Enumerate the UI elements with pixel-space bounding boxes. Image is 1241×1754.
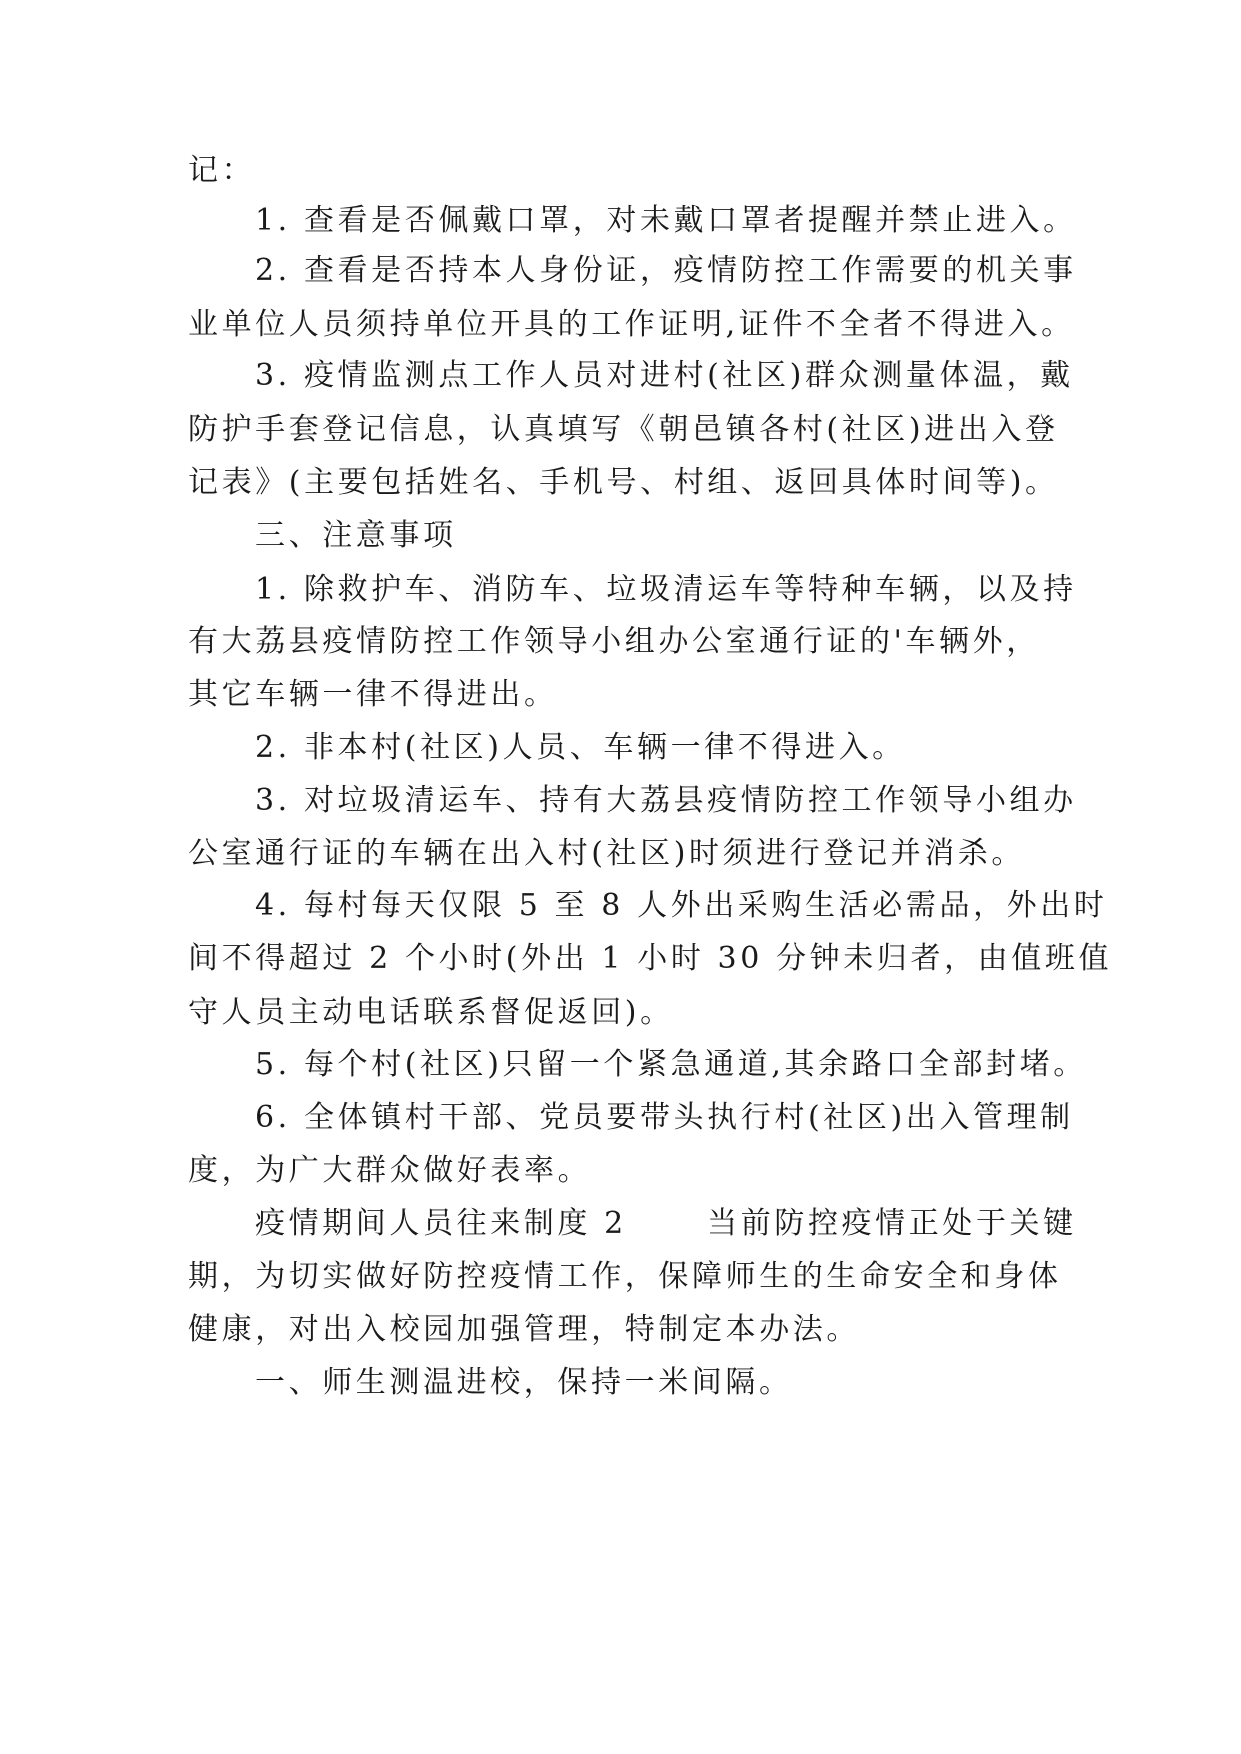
section-heading: 一、师生测温进校，保持一米间隔。: [255, 1365, 793, 1400]
text-line: 1. 除救护车、消防车、垃圾清运车等特种车辆，以及持: [255, 572, 1077, 607]
text-line: 业单位人员须持单位开具的工作证明,证件不全者不得进入。: [188, 307, 1075, 342]
section-heading: 三、注意事项: [255, 518, 457, 553]
text-line: 3. 对垃圾清运车、持有大荔县疫情防控工作领导小组办: [255, 783, 1077, 818]
text-line: 疫情期间人员往来制度 2 当前防控疫情正处于关键: [255, 1206, 1077, 1241]
text-line: 4. 每村每天仅限 5 至 8 人外出采购生活必需品，外出时: [255, 888, 1108, 923]
text-line: 其它车辆一律不得进出。: [188, 677, 558, 712]
text-line: 公室通行证的车辆在出入村(社区)时须进行登记并消杀。: [188, 836, 1026, 871]
text-line: 健康，对出入校园加强管理，特制定本办法。: [188, 1312, 860, 1347]
text-line: 1. 查看是否佩戴口罩，对未戴口罩者提醒并禁止进入。: [255, 203, 1077, 238]
text-line: 度，为广大群众做好表率。: [188, 1153, 592, 1188]
text-line: 5. 每个村(社区)只留一个紧急通道,其余路口全部封堵。: [255, 1047, 1087, 1082]
text-line: 防护手套登记信息，认真填写《朝邑镇各村(社区)进出入登: [188, 412, 1059, 447]
text-line: 守人员主动电话联系督促返回)。: [188, 995, 674, 1030]
text-line: 3. 疫情监测点工作人员对进村(社区)群众测量体温，戴: [255, 358, 1074, 393]
text-line: 2. 查看是否持本人身份证，疫情防控工作需要的机关事: [255, 253, 1077, 288]
text-line: 记表》(主要包括姓名、手机号、村组、返回具体时间等)。: [188, 465, 1059, 500]
text-line: 6. 全体镇村干部、党员要带头执行村(社区)出入管理制: [255, 1100, 1074, 1135]
text-line: 有大荔县疫情防控工作领导小组办公室通行证的'车辆外，: [188, 624, 1040, 659]
text-line: 记：: [188, 153, 256, 188]
text-line: 2. 非本村(社区)人员、车辆一律不得进入。: [255, 730, 906, 765]
text-line: 间不得超过 2 个小时(外出 1 小时 30 分钟未归者，由值班值: [188, 941, 1113, 976]
text-line: 期，为切实做好防控疫情工作，保障师生的生命安全和身体: [188, 1259, 1062, 1294]
